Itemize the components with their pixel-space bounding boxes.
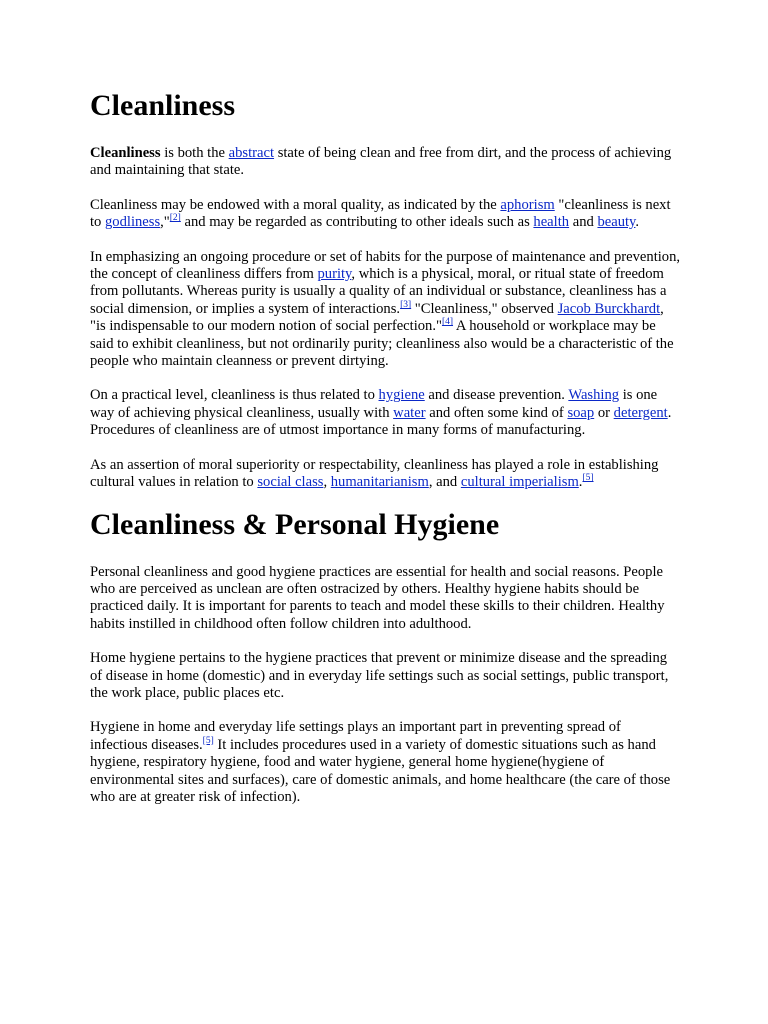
link-water[interactable]: water xyxy=(393,404,426,421)
term-bold: Cleanliness xyxy=(90,145,161,161)
link-detergent[interactable]: detergent xyxy=(613,404,668,421)
link-cultural-imperialism[interactable]: cultural imperialism xyxy=(460,474,579,491)
link-beauty[interactable]: beauty xyxy=(597,214,636,231)
paragraph-moral-superiority: As an assertion of moral superiority or respectability, cleanliness has played a role in establishing cultural values in relation to social class, humanitarianism, and cultural imperialism.[5] xyxy=(90,456,659,491)
link-health[interactable]: health xyxy=(533,214,570,231)
link-hygiene[interactable]: hygiene xyxy=(378,387,425,404)
paragraph-personal-cleanliness: Personal cleanliness and good hygiene practices are essential for health and social reasons. People who are perceived as unclean are often ostracized by others. Healthy hygiene habits should be practiced daily. It is important for parents to teach and model these skills to their children. Healthy habits instilled in childhood often follow children into adulthood. xyxy=(90,563,665,632)
paragraph-everyday-hygiene: Hygiene in home and everyday life settings plays an important part in preventing spread of infectious diseases.[5] It includes procedures used in a variety of domestic situations such as hand hygiene, respiratory hygiene, food and water hygiene, general home hygiene(hygiene of environmental sites and surfaces), care of domestic animals, and home healthcare (the care of those who are at greater risk of infection). xyxy=(90,719,671,805)
footnote-ref-2[interactable]: [2] xyxy=(169,213,181,224)
link-godliness[interactable]: godliness xyxy=(105,214,161,231)
article-content xyxy=(90,86,682,806)
page-title: Cleanliness xyxy=(90,89,236,122)
paragraph-purity: In emphasizing an ongoing procedure or set of habits for the purpose of maintenance and prevention, the concept of cleanliness differs from purity, which is a physical, moral, or ritual state of freedom from pollutants. Whereas purity is usually a quality of an individual or substance, cleanliness has a social dimension, or implies a system of interactions.[3] "Cleanliness," observed Jacob Burckhardt, "is indispensable to our modern notion of social perfection."[4] A household or workplace may be said to exhibit cleanliness, but not ordinarily purity; cleanliness also would be a characteristic of the people who maintain cleanness or prevent dirtying. xyxy=(90,248,681,370)
link-purity[interactable]: purity xyxy=(317,266,352,283)
footnote-ref-4[interactable]: [4] xyxy=(441,317,454,328)
paragraph-definition: Cleanliness is both the abstract state of being clean and free from dirt, and the process of achieving and maintaining that state. xyxy=(90,145,672,179)
link-abstract[interactable]: abstract xyxy=(228,145,275,161)
paragraph-practical: On a practical level, cleanliness is thus related to hygiene and disease prevention. Washing is one way of achieving physical cleanliness, usually with water and often some kind of soap or detergent. Procedures of cleanliness are of utmost importance in many forms of manufacturing. xyxy=(90,387,672,439)
footnote-ref-3[interactable]: [3] xyxy=(400,299,412,310)
section-heading-personal-hygiene: Cleanliness & Personal Hygiene xyxy=(90,507,500,541)
link-washing[interactable]: Washing xyxy=(568,387,620,404)
link-humanitarianism[interactable]: humanitarianism xyxy=(330,474,429,491)
link-jacob-burckhardt[interactable]: Jacob Burckhardt xyxy=(557,300,661,317)
link-aphorism[interactable]: aphorism xyxy=(500,196,555,213)
paragraph-home-hygiene: Home hygiene pertains to the hygiene practices that prevent or minimize disease and the spreading of disease in home (domestic) and in everyday life settings such as social settings, public transport, the work place, public places etc. xyxy=(90,650,669,701)
footnote-ref-5-second[interactable]: [5] xyxy=(202,735,214,746)
footnote-ref-5[interactable]: [5] xyxy=(582,473,594,484)
link-soap[interactable]: soap xyxy=(567,404,595,421)
paragraph-moral-quality: Cleanliness may be endowed with a moral quality, as indicated by the aphorism "cleanliness is next to godliness,"[2] and may be regarded as contributing to other ideals such as health and beauty. xyxy=(90,196,671,231)
link-social-class[interactable]: social class xyxy=(257,474,324,491)
